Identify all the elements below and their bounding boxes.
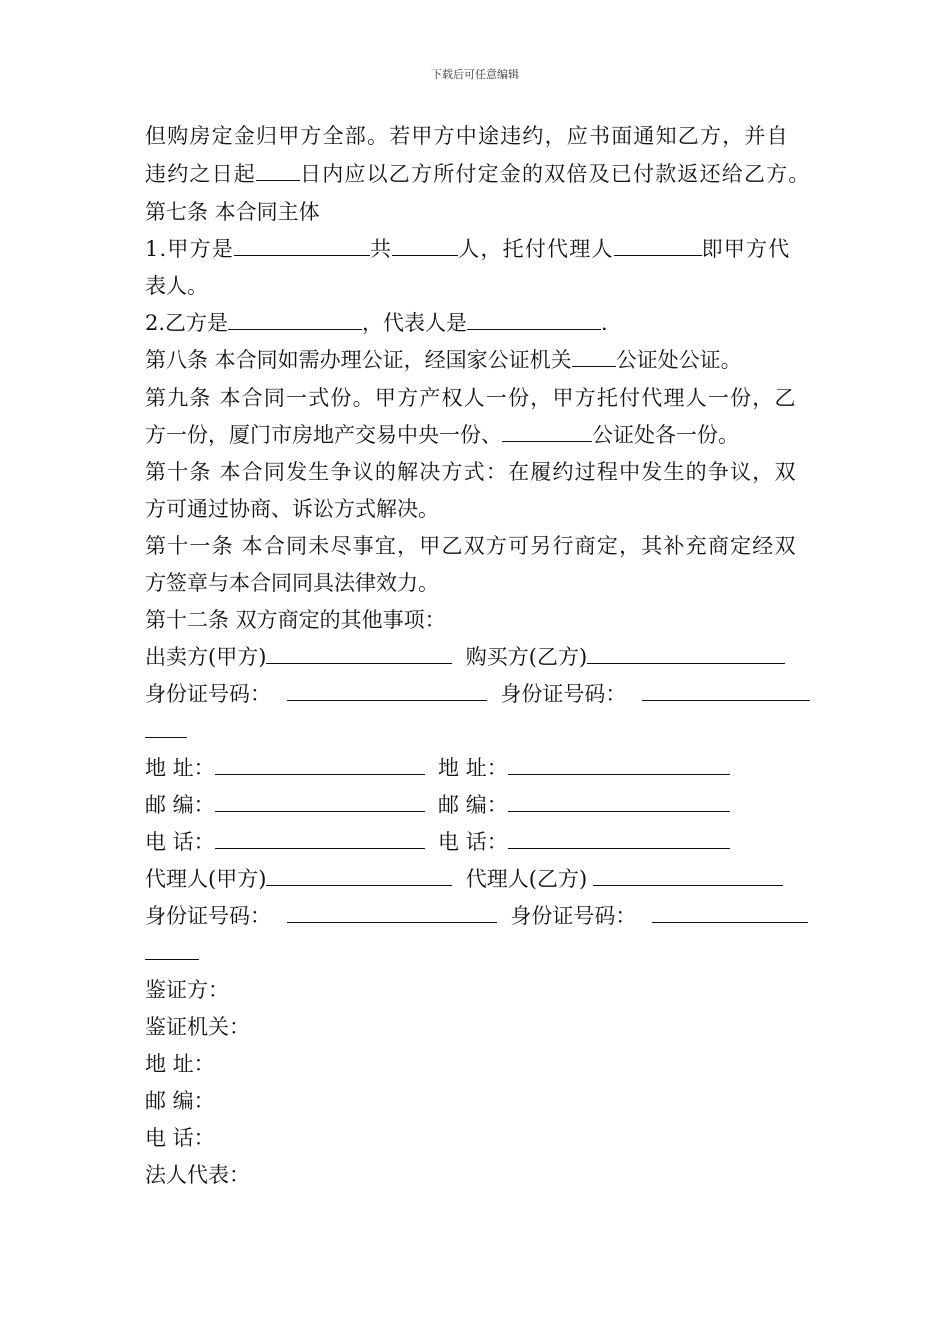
blank-notary-office[interactable] [502, 421, 592, 442]
text: 电 话： [145, 1126, 215, 1150]
blank-party-b-rep[interactable] [467, 309, 601, 330]
page-header-note: 下载后可任意编辑 [431, 68, 519, 81]
blank-address-a[interactable] [215, 754, 425, 775]
auth-party [145, 976, 229, 1004]
signature-row-parties [145, 643, 785, 671]
auth-legal-rep [145, 1161, 250, 1189]
text: 日内应以乙方所付定金的双倍及已付款返还给乙方。 [300, 162, 811, 186]
blank-agent-id-b-wrap[interactable] [145, 939, 199, 960]
text: 第八条 本合同如需办理公证，经国家公证机关 [145, 348, 572, 372]
text: 即甲方代 [701, 237, 791, 261]
text: 邮 编： [145, 1089, 215, 1113]
text: 表人。 [145, 274, 208, 298]
blank-id-a[interactable] [287, 680, 487, 701]
clause-8 [145, 346, 742, 374]
clause-7-party-a [145, 235, 790, 263]
blank-party-b[interactable] [228, 309, 362, 330]
text: 公证处公证。 [615, 348, 742, 372]
phone-label-b: 电 话： [438, 830, 508, 854]
postcode-label-b: 邮 编： [438, 793, 508, 817]
postcode-label-a: 邮 编： [145, 793, 215, 817]
blank-agent-id-a[interactable] [287, 902, 497, 923]
blank-phone-a[interactable] [215, 828, 425, 849]
blank-agent-a[interactable] [266, 865, 452, 886]
agent-id-label-b: 身份证号码： [510, 904, 637, 928]
text: ，代表人是 [362, 311, 468, 335]
clause-7-title [145, 198, 320, 226]
text: 方可通过协商、诉讼方式解决。 [145, 497, 439, 521]
blank-seller[interactable] [266, 643, 452, 664]
signature-row-agents [145, 865, 783, 893]
blank-postcode-b[interactable] [508, 791, 730, 812]
blank-id-b-wrap[interactable] [145, 717, 187, 738]
auth-address [145, 1050, 215, 1078]
blank-agent-b[interactable] [593, 865, 783, 886]
id-label-b: 身份证号码： [500, 682, 627, 706]
blank-postcode-a[interactable] [215, 791, 425, 812]
clause-10-continuation [145, 495, 439, 523]
clause-10 [145, 458, 797, 486]
agent-b-label: 代理人(乙方) [465, 867, 588, 891]
blank-days[interactable] [256, 160, 300, 181]
clause-9-continuation [145, 421, 739, 449]
text: . [601, 311, 608, 335]
signature-row-address [145, 754, 730, 782]
text: 第七条 本合同主体 [145, 200, 320, 224]
clause-11-continuation [145, 569, 439, 597]
auth-phone [145, 1124, 215, 1152]
text: 方签章与本合同同具法律效力。 [145, 571, 439, 595]
phone-label-a: 电 话： [145, 830, 215, 854]
address-label-b: 地 址： [438, 756, 508, 780]
text: 违约之日起 [145, 162, 256, 186]
text: 2.乙方是 [145, 311, 229, 335]
auth-authority [145, 1013, 250, 1041]
agent-a-label: 代理人(甲方) [145, 867, 267, 891]
blank-party-a-count[interactable] [392, 235, 458, 256]
blank-buyer[interactable] [587, 643, 785, 664]
text: 鉴证机关： [145, 1015, 250, 1039]
signature-row-agent-id-wrap [145, 939, 199, 967]
text: 第十条 本合同发生争议的解决方式：在履约过程中发生的争议，双 [145, 460, 797, 484]
signature-row-id-wrap [145, 717, 187, 745]
clause-7-party-b [145, 309, 608, 337]
text: 第十一条 本合同未尽事宜，甲乙双方可另行商定，其补充商定经双 [145, 534, 797, 558]
blank-party-a-agent[interactable] [614, 235, 702, 256]
blank-id-b[interactable] [642, 680, 810, 701]
signature-row-id [145, 680, 810, 708]
clause-6-refund [145, 160, 811, 188]
agent-id-label-a: 身份证号码： [145, 904, 271, 928]
text: 1.甲方是 [145, 237, 235, 261]
text: 地 址： [145, 1052, 215, 1076]
clause-7-representative [145, 272, 208, 300]
blank-notary[interactable] [572, 346, 616, 367]
blank-phone-b[interactable] [508, 828, 730, 849]
signature-row-postcode [145, 791, 730, 819]
blank-agent-id-b[interactable] [652, 902, 808, 923]
clause-6-continuation [145, 122, 789, 150]
text: 共 [370, 237, 393, 261]
signature-row-phone [145, 828, 730, 856]
text: 第九条 本合同一式份。甲方产权人一份，甲方托付代理人一份，乙 [145, 386, 797, 410]
clause-11 [145, 532, 797, 560]
seller-label: 出卖方(甲方) [145, 645, 267, 669]
blank-party-a[interactable] [234, 235, 370, 256]
address-label-a: 地 址： [145, 756, 215, 780]
text: 方一份，厦门市房地产交易中央一份、 [145, 423, 502, 447]
text: 鉴证方： [145, 978, 229, 1002]
id-label-a: 身份证号码： [145, 682, 271, 706]
clause-9 [145, 384, 797, 412]
text: 公证处各一份。 [592, 423, 739, 447]
text: 第十二条 双方商定的其他事项： [145, 608, 446, 632]
signature-row-agent-id [145, 902, 808, 930]
clause-12-title [145, 606, 446, 634]
buyer-label: 购买方(乙方) [465, 645, 588, 669]
auth-postcode [145, 1087, 215, 1115]
text: 但购房定金归甲方全部。若甲方中途违约，应书面通知乙方，并自 [145, 124, 789, 148]
text: 人，托付代理人 [458, 237, 614, 261]
text: 法人代表： [145, 1163, 250, 1187]
blank-address-b[interactable] [508, 754, 730, 775]
